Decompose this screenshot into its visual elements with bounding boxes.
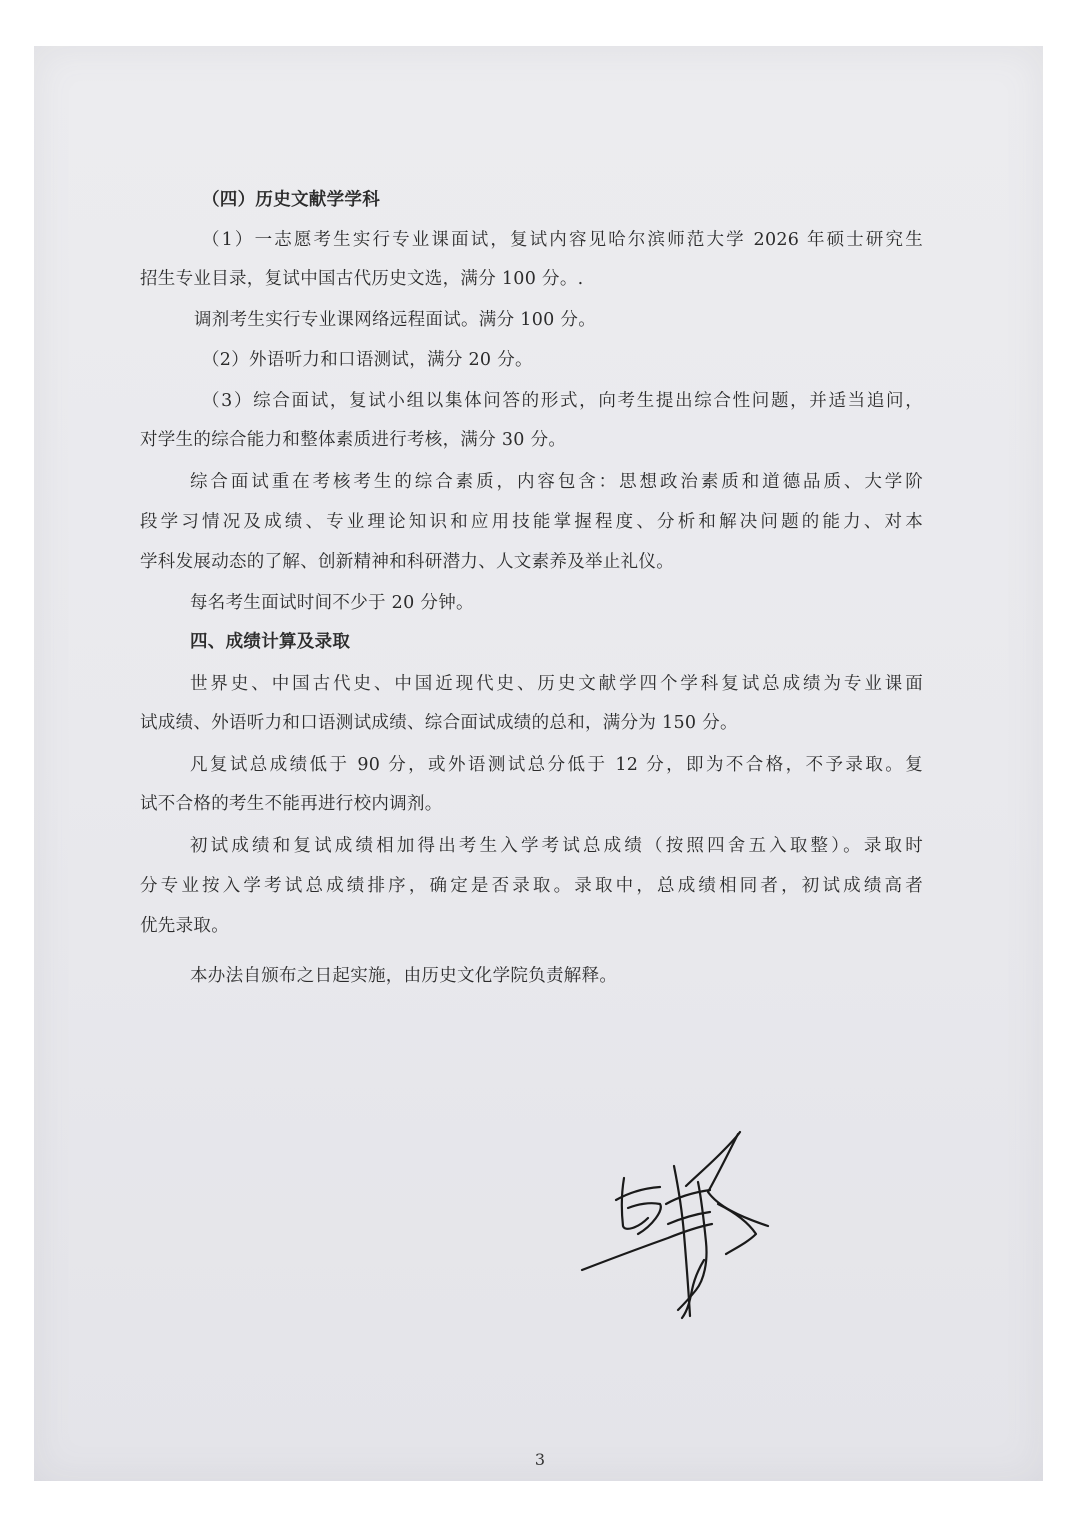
handwritten-signature-icon	[578, 1130, 788, 1320]
page-number: 3	[534, 1450, 546, 1469]
paragraph-line: 试不合格的考生不能再进行校内调剂。	[140, 794, 443, 814]
paragraph-line: 分专业按入学考试总成绩排序，确定是否录取。录取中，总成绩相同者，初试成绩高者	[140, 876, 923, 896]
paragraph-line: 本办法自颁布之日起实施，由历史文化学院负责解释。	[190, 966, 618, 986]
paragraph-line: 学科发展动态的了解、创新精神和科研潜力、人文素养及举止礼仪。	[140, 552, 674, 572]
section-heading: 四、成绩计算及录取	[190, 632, 351, 652]
paragraph-line: 试成绩、外语听力和口语测试成绩、综合面试成绩的总和，满分为 150 分。	[140, 713, 738, 733]
paragraph-line: 对学生的综合能力和整体素质进行考核，满分 30 分。	[140, 430, 567, 450]
paragraph-line: 世界史、中国古代史、中国近现代史、历史文献学四个学科复试总成绩为专业课面	[190, 674, 923, 694]
paragraph-line: 初试成绩和复试成绩相加得出考生入学考试总成绩（按照四舍五入取整）。录取时	[190, 836, 923, 856]
paragraph-line: 优先录取。	[140, 916, 229, 936]
paragraph-line: 招生专业目录，复试中国古代历史文选，满分 100 分。.	[140, 269, 584, 289]
paragraph-line: 综合面试重在考核考生的综合素质，内容包含：思想政治素质和道德品质、大学阶	[190, 472, 923, 492]
paragraph-line: 每名考生面试时间不少于 20 分钟。	[190, 593, 474, 613]
paragraph-line: （1）一志愿考生实行专业课面试，复试内容见哈尔滨师范大学 2026 年硕士研究生	[202, 230, 923, 250]
paragraph-line: 调剂考生实行专业课网络远程面试。满分 100 分。	[194, 310, 597, 330]
paragraph-line: 段学习情况及成绩、专业理论知识和应用技能掌握程度、分析和解决问题的能力、对本	[140, 512, 923, 532]
paragraph-line: 凡复试总成绩低于 90 分，或外语测试总分低于 12 分，即为不合格，不予录取。复	[190, 755, 923, 775]
paragraph-line: （3）综合面试，复试小组以集体问答的形式，向考生提出综合性问题，并适当追问，	[202, 391, 923, 411]
section-heading: （四）历史文献学学科	[202, 190, 380, 210]
paragraph-line: （2）外语听力和口语测试，满分 20 分。	[202, 350, 533, 370]
